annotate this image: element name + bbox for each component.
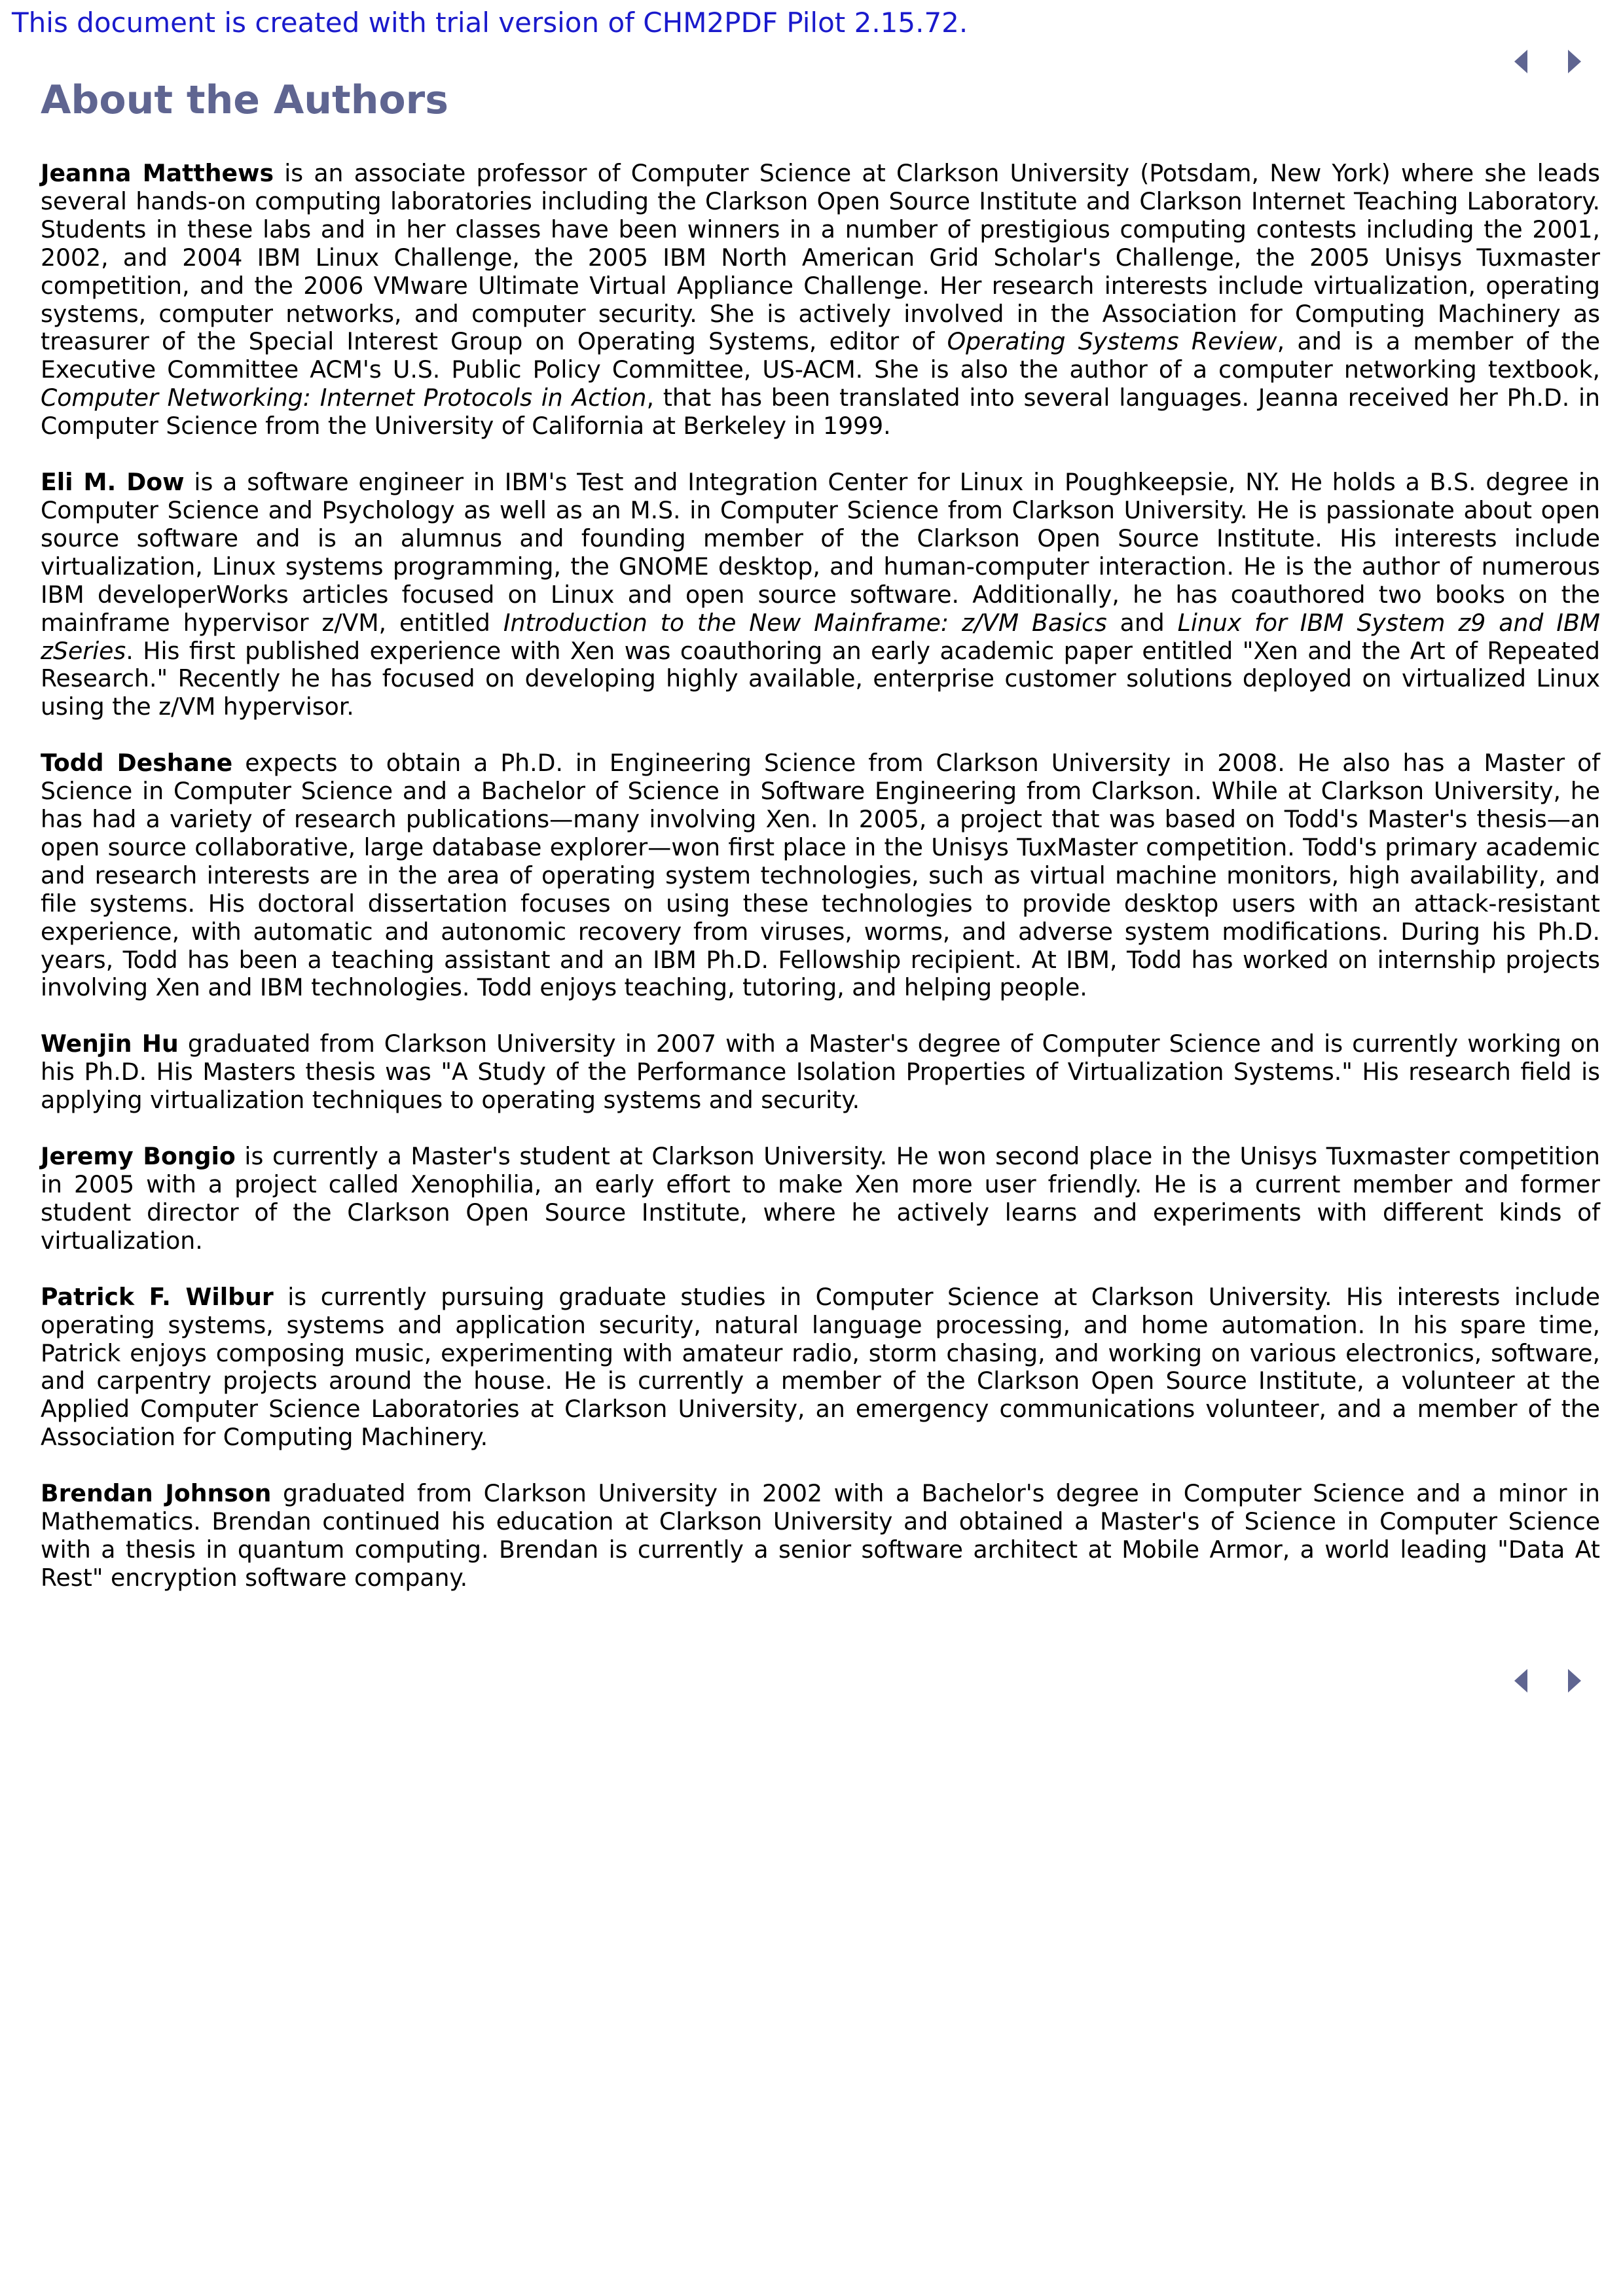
author-name: Todd Deshane: [41, 749, 233, 778]
prev-page-button[interactable]: [1504, 1664, 1538, 1698]
author-bio: [41, 1283, 1600, 1452]
bio-text: is currently a Master's student at Clarkson University. He won second place in the Unisys Tuxmaster competition in 2005 with a project called Xenophilia, an early effort to make Xen more user friendly. He is a current member and former student director of the Clarkson Open Source Institute, where he actively learns and experiments with different kinds of virtualization.: [41, 1142, 1600, 1255]
nav-bottom: [1504, 1664, 1592, 1698]
next-page-button[interactable]: [1558, 1664, 1592, 1698]
book-title: Operating Systems Review: [947, 327, 1277, 356]
bio-text: . His first published experience with Xen was coauthoring an early academic paper entitled "Xen and the Art of Repeated Research." Recently he has focused on developing highly available, enterprise customer solutions deployed on virtualized Linux using the z/VM hypervisor.: [41, 636, 1600, 721]
author-bio: [41, 1143, 1600, 1255]
bio-text: and: [1106, 608, 1178, 637]
author-name: Jeanna Matthews: [41, 159, 274, 187]
right-arrow-icon: [1567, 48, 1582, 75]
book-title: Linux for IBM System z9 and IBM zSeries: [41, 608, 1600, 665]
bio-text: graduated from Clarkson University in 2002 with a Bachelor's degree in Computer Science and a minor in Mathematics. Brendan continued his education at Clarkson University and obtained a Master's of Science in Computer Science with a thesis in quantum computing. Brendan is currently a senior software architect at Mobile Armor, a world leading "Data At Rest" encryption software company.: [41, 1479, 1600, 1592]
bio-text: expects to obtain a Ph.D. in Engineering Science from Clarkson University in 2008. He also has a Master of Science in Computer Science and a Bachelor of Science in Software Engineering from Clarkson. While at Clarkson University, he has had a variety of research publications—many involving Xen. In 2005, a project that was based on Todd's Master's thesis—an open source collaborative, large database explorer—won first place in the Unisys TuxMaster competition. Todd's primary academic and research interests are in the area of operating system technologies, such as virtual machine monitors, high availability, and file systems. His doctoral dissertation focuses on using these technologies to provide desktop users with an attack-resistant experience, with automatic and autonomic recovery from viruses, worms, and adverse system modifications. During his Ph.D. years, Todd has been a teaching assistant and an IBM Ph.D. Fellowship recipient. At IBM, Todd has worked on internship projects involving Xen and IBM technologies. Todd enjoys teaching, tutoring, and helping people.: [41, 749, 1600, 1002]
next-page-button[interactable]: [1558, 45, 1592, 79]
book-title: Computer Networking: Internet Protocols in Action: [41, 384, 647, 412]
author-bio: [41, 1480, 1600, 1592]
bio-text: , that has been translated into several languages. Jeanna received her Ph.D. in Computer Science from the University of California at Berkeley in 1999.: [41, 384, 1600, 440]
author-name: Patrick F. Wilbur: [41, 1282, 274, 1311]
author-bios: [41, 160, 1600, 1621]
nav-top: [1504, 45, 1592, 79]
prev-page-button[interactable]: [1504, 45, 1538, 79]
author-name: Eli M. Dow: [41, 468, 185, 497]
page-title: About the Authors: [41, 77, 448, 123]
bio-text: , and is a member of the Executive Committee ACM's U.S. Public Policy Committee, US-ACM. She is also the author of a computer networking textbook,: [41, 327, 1600, 384]
author-bio: [41, 469, 1600, 721]
author-name: Wenjin Hu: [41, 1030, 179, 1058]
author-bio: [41, 1030, 1600, 1115]
trial-banner: This document is created with trial version of CHM2PDF Pilot 2.15.72.: [12, 7, 968, 39]
book-title: Introduction to the New Mainframe: z/VM Basics: [503, 608, 1107, 637]
author-bio: [41, 160, 1600, 440]
right-arrow-icon: [1567, 1668, 1582, 1694]
bio-text: is an associate professor of Computer Science at Clarkson University (Potsdam, New York) where she leads several hands-on computing laboratories including the Clarkson Open Source Institute and Clarkson Internet Teaching Laboratory. Students in these labs and in her classes have been winners in a number of prestigious computing contests including the 2001, 2002, and 2004 IBM Linux Challenge, the 2005 IBM North American Grid Scholar's Challenge, the 2005 Unisys Tuxmaster competition, and the 2006 VMware Ultimate Virtual Appliance Challenge. Her research interests include virtualization, operating systems, computer networks, and computer security. She is actively involved in the Association for Computing Machinery as treasurer of the Special Interest Group on Operating Systems, editor of: [41, 159, 1600, 356]
author-bio: [41, 749, 1600, 1002]
bio-text: is a software engineer in IBM's Test and Integration Center for Linux in Poughkeepsie, NY. He holds a B.S. degree in Computer Science and Psychology as well as an M.S. in Computer Science from Clarkson University. He is passionate about open source software and is an alumnus and founding member of the Clarkson Open Source Institute. His interests include virtualization, Linux systems programming, the GNOME desktop, and human-computer interaction. He is the author of numerous IBM developerWorks articles focused on Linux and open source software. Additionally, he has coauthored two books on the mainframe hypervisor z/VM, entitled: [41, 468, 1600, 637]
author-name: Brendan Johnson: [41, 1479, 272, 1508]
author-name: Jeremy Bongio: [41, 1142, 236, 1171]
left-arrow-icon: [1513, 1668, 1529, 1694]
bio-text: is currently pursuing graduate studies in Computer Science at Clarkson University. His interests include operating systems, systems and application security, natural language processing, and home automation. In his spare time, Patrick enjoys composing music, experimenting with amateur radio, storm chasing, and working on various electronics, software, and carpentry projects around the house. He is currently a member of the Clarkson Open Source Institute, a volunteer at the Applied Computer Science Laboratories at Clarkson University, an emergency communications volunteer, and a member of the Association for Computing Machinery.: [41, 1282, 1600, 1452]
left-arrow-icon: [1513, 48, 1529, 75]
bio-text: graduated from Clarkson University in 2007 with a Master's degree of Computer Science and is currently working on his Ph.D. His Masters thesis was "A Study of the Performance Isolation Properties of Virtualization Systems." His research field is applying virtualization techniques to operating systems and security.: [41, 1030, 1600, 1115]
